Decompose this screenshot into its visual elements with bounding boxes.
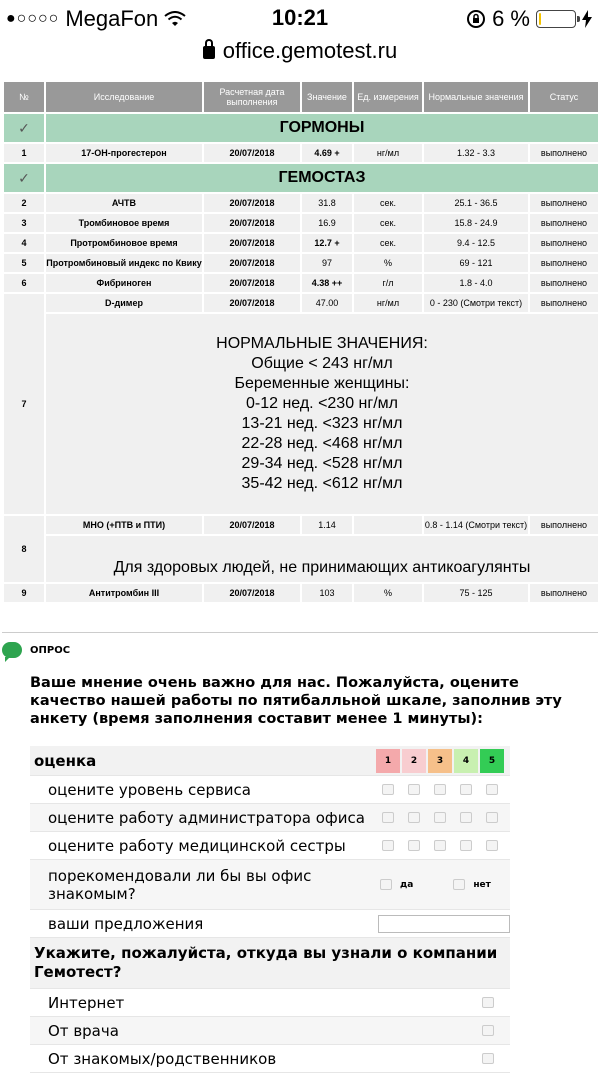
test-norm: 75 - 125	[424, 584, 528, 602]
scale-label-2: 2	[402, 749, 426, 773]
rating-checkbox-4[interactable]	[460, 840, 472, 851]
test-value: 97	[302, 254, 352, 272]
suggestions-row	[30, 910, 510, 938]
recommend-row	[30, 860, 510, 910]
d-dimer-note	[46, 314, 598, 514]
group-name: ГЕМОСТАЗ	[46, 164, 598, 192]
table-row	[4, 584, 598, 602]
ios-status-bar	[0, 0, 600, 36]
test-unit: сек.	[354, 194, 422, 212]
battery-icon	[536, 10, 576, 28]
table-row	[4, 254, 598, 272]
test-name: МНО (+ПТВ и ПТИ)	[46, 516, 202, 534]
test-unit: г/л	[354, 274, 422, 292]
rating-row-admin	[30, 804, 510, 832]
poll-intro: Ваше мнение очень важно для нас. Пожалуйста, оцените качество нашей работы по пятибалльной шкале, заполнив эту анкету (время заполнения составит менее 1 минуты):	[30, 675, 562, 727]
address-bar[interactable]	[0, 36, 600, 76]
test-date: 20/07/2018	[204, 144, 300, 162]
test-date: 20/07/2018	[204, 294, 300, 312]
poll-label: ОПРОС	[30, 644, 71, 656]
url-text: office.gemotest.ru	[222, 38, 398, 63]
test-status: выполнено	[530, 214, 598, 232]
row-number: 1	[4, 144, 44, 162]
rating-checkbox-2[interactable]	[408, 840, 420, 851]
rating-checkbox-5[interactable]	[486, 784, 498, 795]
question-label: оцените работу администратора офиса	[48, 808, 365, 827]
group-name: ГОРМОНЫ	[46, 114, 598, 142]
recommend-no-radio[interactable]	[453, 879, 465, 890]
rating-checkbox-5[interactable]	[486, 840, 498, 851]
test-norm: 9.4 - 12.5	[424, 234, 528, 252]
checkmark-icon: ✓	[4, 114, 44, 142]
scale-label-3: 3	[428, 749, 452, 773]
row-number: 2	[4, 194, 44, 212]
test-norm: 69 - 121	[424, 254, 528, 272]
rating-checkbox-3[interactable]	[434, 784, 446, 795]
rating-checkbox-1[interactable]	[382, 840, 394, 851]
table-row	[4, 294, 598, 312]
rating-row-service	[30, 776, 510, 804]
test-status: выполнено	[530, 294, 598, 312]
test-status: выполнено	[530, 254, 598, 272]
test-name: Фибриноген	[46, 274, 202, 292]
test-date: 20/07/2018	[204, 214, 300, 232]
recommend-yes-label: да	[400, 879, 414, 890]
rating-header: оценка	[34, 751, 97, 770]
note-line: 29-34 нед. <528 нг/мл	[241, 455, 403, 472]
table-row	[4, 234, 598, 252]
chat-bubble-icon	[2, 642, 22, 658]
recommend-no-label: нет	[473, 879, 491, 890]
col-header-test: Исследование	[46, 82, 202, 112]
test-name: D-димер	[46, 294, 202, 312]
test-name: Протромбиновый индекс по Квику	[46, 254, 202, 272]
scale-label-1: 1	[376, 749, 400, 773]
source-checkbox[interactable]	[482, 1025, 494, 1036]
rating-row-nurse	[30, 832, 510, 860]
source-question: Укажите, пожалуйста, откуда вы узнали о компании Гемотест?	[30, 938, 510, 989]
note-row	[4, 314, 598, 514]
test-value: 103	[302, 584, 352, 602]
table-row	[4, 194, 598, 212]
col-header-norm: Нормальные значения	[424, 82, 528, 112]
note-line: 22-28 нед. <468 нг/мл	[241, 435, 403, 452]
col-header-unit: Ед. измерения	[354, 82, 422, 112]
row-number: 6	[4, 274, 44, 292]
test-norm: 25.1 - 36.5	[424, 194, 528, 212]
test-unit: сек.	[354, 214, 422, 232]
test-norm: 0.8 - 1.14 (Смотри текст)	[424, 516, 528, 534]
rating-checkbox-2[interactable]	[408, 784, 420, 795]
source-checkbox[interactable]	[482, 1053, 494, 1064]
note-line: Беременные женщины:	[234, 375, 410, 392]
row-number: 9	[4, 584, 44, 602]
test-norm: 1.32 - 3.3	[424, 144, 528, 162]
test-status: выполнено	[530, 194, 598, 212]
note-row	[4, 536, 598, 582]
test-name: Антитромбин III	[46, 584, 202, 602]
test-norm: 1.8 - 4.0	[424, 274, 528, 292]
table-row	[4, 274, 598, 292]
group-row-hormones	[4, 114, 598, 142]
test-unit	[354, 516, 422, 534]
test-norm: 15.8 - 24.9	[424, 214, 528, 232]
rating-checkbox-4[interactable]	[460, 784, 472, 795]
results-table	[2, 80, 600, 604]
note-line: Общие < 243 нг/мл	[251, 355, 393, 372]
test-date: 20/07/2018	[204, 194, 300, 212]
scale-label-4: 4	[454, 749, 478, 773]
test-name: 17-ОН-прогестерон	[46, 144, 202, 162]
rotation-lock-icon	[466, 9, 486, 29]
note-line: 0-12 нед. <230 нг/мл	[245, 395, 398, 412]
row-number: 4	[4, 234, 44, 252]
test-value: 4.38 ++	[302, 274, 352, 292]
test-unit: %	[354, 584, 422, 602]
test-date: 20/07/2018	[204, 254, 300, 272]
source-label: От знакомых/родственников	[48, 1049, 277, 1068]
rating-checkbox-4[interactable]	[460, 812, 472, 823]
rating-checkbox-5[interactable]	[486, 812, 498, 823]
test-unit: нг/мл	[354, 144, 422, 162]
survey-form	[30, 746, 510, 1073]
table-header-row	[4, 82, 598, 112]
test-name: Протромбиновое время	[46, 234, 202, 252]
row-number: 5	[4, 254, 44, 272]
table-row	[4, 214, 598, 232]
charging-bolt-icon	[582, 10, 592, 28]
test-status: выполнено	[530, 274, 598, 292]
suggestions-input[interactable]	[378, 915, 510, 933]
question-label: оцените уровень сервиса	[48, 780, 251, 799]
test-date: 20/07/2018	[204, 274, 300, 292]
col-header-status: Статус	[530, 82, 598, 112]
test-date: 20/07/2018	[204, 516, 300, 534]
test-status: выполнено	[530, 144, 598, 162]
table-row	[4, 516, 598, 534]
test-value: 31.8	[302, 194, 352, 212]
source-checkbox[interactable]	[482, 997, 494, 1008]
clock: 10:21	[271, 5, 329, 30]
test-unit: %	[354, 254, 422, 272]
test-unit: нг/мл	[354, 294, 422, 312]
col-header-date: Расчетная дата выполнения	[204, 82, 300, 112]
note-line: 35-42 нед. <612 нг/мл	[241, 475, 403, 492]
row-number: 8	[4, 516, 44, 582]
row-number: 7	[4, 294, 44, 514]
source-option-friends	[30, 1045, 510, 1073]
col-header-number: №	[4, 82, 44, 112]
test-value: 4.69 +	[302, 144, 352, 162]
source-label: От врача	[48, 1021, 119, 1040]
rating-checkbox-3[interactable]	[434, 840, 446, 851]
source-option-internet	[30, 989, 510, 1017]
source-label: Интернет	[48, 993, 125, 1012]
poll-header	[0, 640, 600, 660]
recommend-yes-radio[interactable]	[380, 879, 392, 890]
group-row-hemostasis	[4, 164, 598, 192]
note-line: НОРМАЛЬНЫЕ ЗНАЧЕНИЯ:	[216, 335, 428, 352]
test-date: 20/07/2018	[204, 584, 300, 602]
test-value: 12.7 +	[302, 234, 352, 252]
test-date: 20/07/2018	[204, 234, 300, 252]
battery-percent: 6 %	[492, 6, 530, 31]
rating-checkbox-1[interactable]	[382, 784, 394, 795]
question-label: порекомендовали ли бы вы офис знакомым?	[48, 866, 312, 903]
carrier-name: MegaFon	[65, 6, 159, 31]
note-line: Для здоровых людей, не принимающих антикоагулянты	[113, 559, 531, 576]
rating-header-row	[30, 746, 510, 776]
rating-checkbox-2[interactable]	[408, 812, 420, 823]
row-number: 3	[4, 214, 44, 232]
test-norm: 0 - 230 (Смотри текст)	[424, 294, 528, 312]
test-unit: сек.	[354, 234, 422, 252]
question-label: ваши предложения	[48, 914, 204, 933]
poll-section	[0, 640, 600, 1068]
question-label: оцените работу медицинской сестры	[48, 836, 346, 855]
test-name: Тромбиновое время	[46, 214, 202, 232]
test-value: 1.14	[302, 516, 352, 534]
note-line: 13-21 нед. <323 нг/мл	[241, 415, 403, 432]
test-status: выполнено	[530, 516, 598, 534]
test-value: 47.00	[302, 294, 352, 312]
signal-strength: ●○○○○	[6, 10, 60, 27]
checkmark-icon: ✓	[4, 164, 44, 192]
lock-icon	[203, 46, 215, 59]
table-row	[4, 144, 598, 162]
scale-label-5: 5	[480, 749, 504, 773]
col-header-value: Значение	[302, 82, 352, 112]
test-status: выполнено	[530, 584, 598, 602]
test-status: выполнено	[530, 234, 598, 252]
rating-checkbox-1[interactable]	[382, 812, 394, 823]
test-name: АЧТВ	[46, 194, 202, 212]
test-value: 16.9	[302, 214, 352, 232]
source-option-doctor	[30, 1017, 510, 1045]
rating-checkbox-3[interactable]	[434, 812, 446, 823]
results-table-container	[2, 80, 598, 633]
inr-note	[46, 536, 598, 582]
